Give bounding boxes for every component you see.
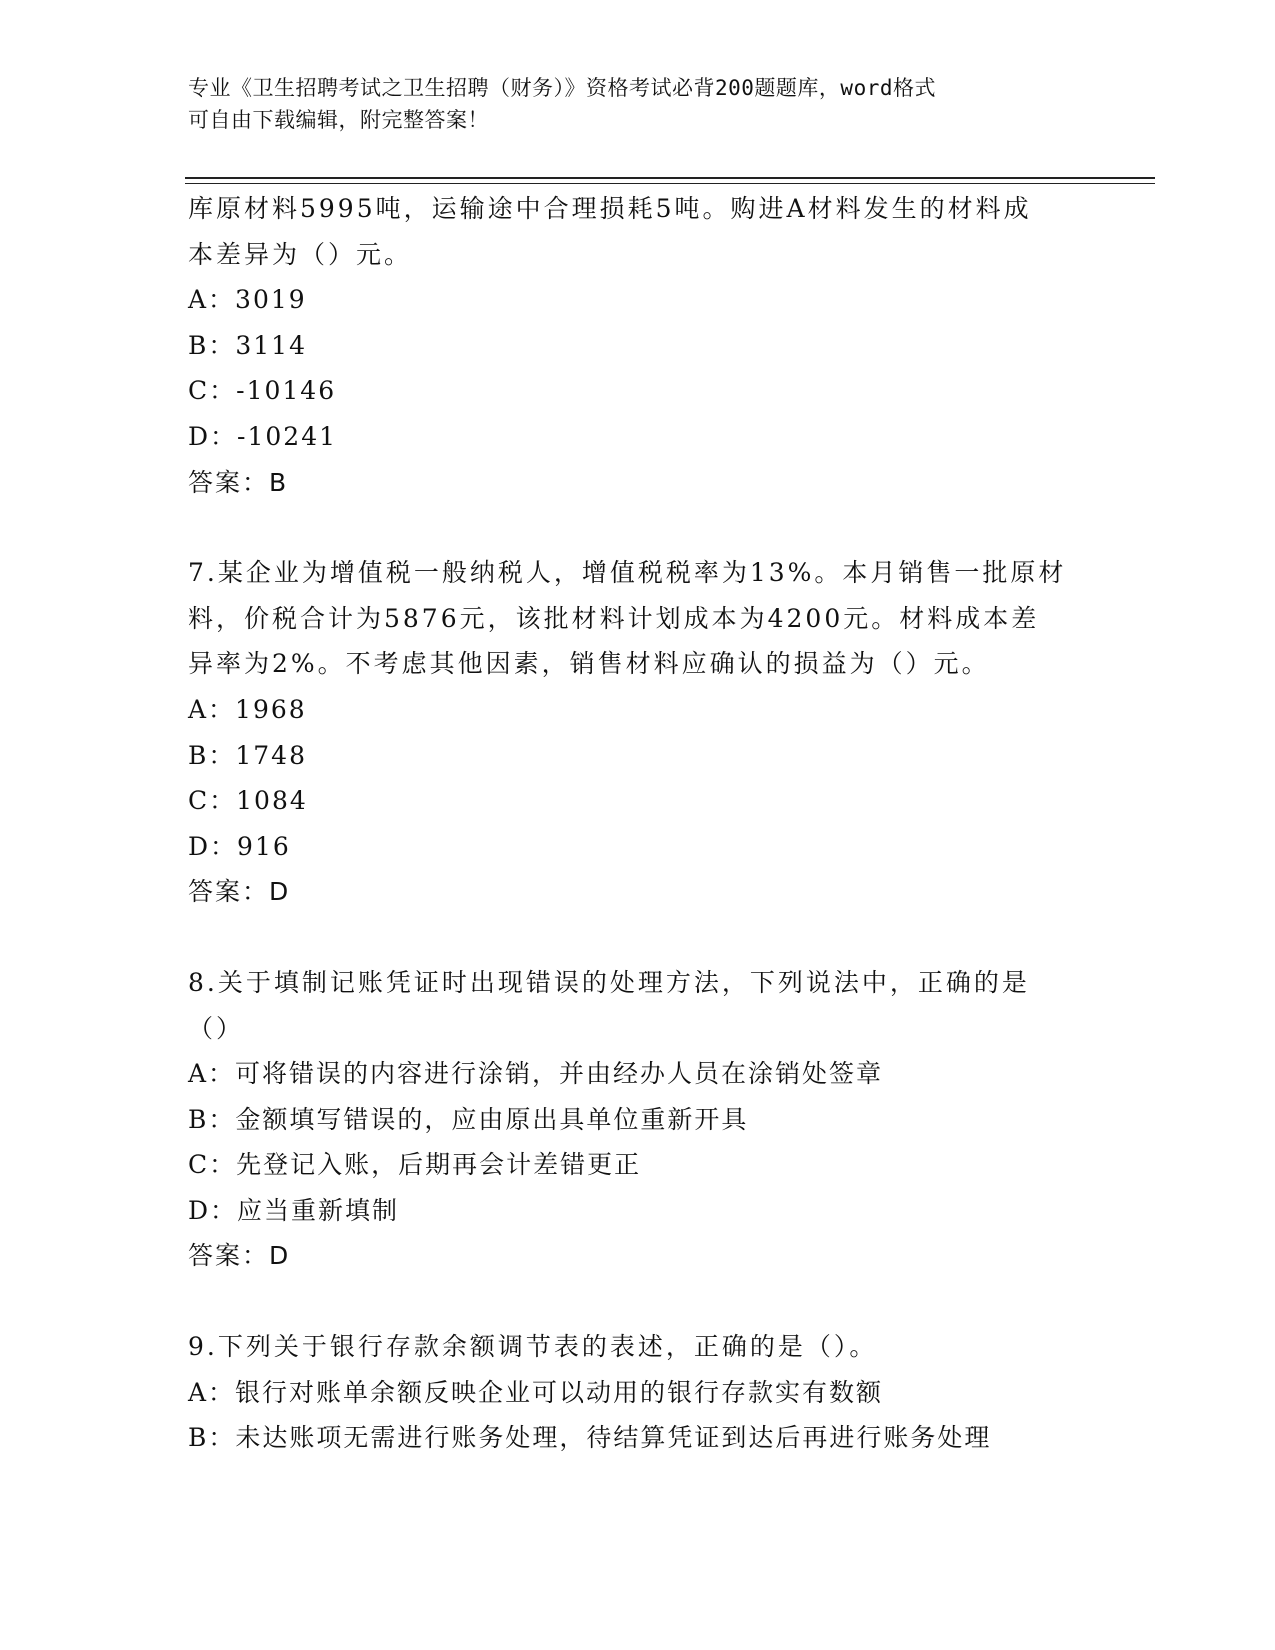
option-d: D：916 [188,831,291,861]
question-9 [188,1324,1088,1461]
option-b: B：金额填写错误的，应由原出具单位重新开具 [188,1104,749,1134]
option-d: D：-10241 [188,421,338,451]
question-text: （） [188,1013,245,1043]
header-rule-thick [185,177,1155,179]
question-7 [188,550,1088,915]
option-b: B：未达账项无需进行账务处理，待结算凭证到达后再进行账务处理 [188,1423,992,1453]
answer-line: 答案：B [188,467,289,497]
question-text: 料，价税合计为5876元，该批材料计划成本为4200元。材料成本差 [188,603,1040,633]
option-b: B：1748 [188,740,307,770]
option-a: A：3019 [188,285,307,315]
answer-line: 答案：D [188,1241,291,1271]
option-a: A：银行对账单余额反映企业可以动用的银行存款实有数额 [188,1377,884,1407]
header-rule-thin [185,183,1155,184]
option-d: D：应当重新填制 [188,1195,400,1225]
question-text: 8.关于填制记账凭证时出现错误的处理方法，下列说法中，正确的是 [188,967,1030,997]
question-text: 库原材料5995吨，运输途中合理损耗5吨。购进A材料发生的材料成 [188,194,1032,223]
question-list [188,186,1088,1461]
question-text: 异率为2%。不考虑其他因素，销售材料应确认的损益为（）元。 [188,649,990,679]
question-6 [188,186,1088,505]
question-8 [188,960,1088,1279]
document-header [188,72,1068,136]
header-line-1: 专业《卫生招聘考试之卫生招聘（财务）》资格考试必背200题题库，word格式 [188,76,936,100]
answer-line: 答案：D [188,877,291,907]
spacer [188,505,1088,550]
option-c: C：1084 [188,786,308,816]
question-text: 7.某企业为增值税一般纳税人，增值税税率为13%。本月销售一批原材 [188,558,1067,588]
spacer [188,915,1088,960]
question-text: 本差异为（）元。 [188,239,413,269]
option-c: C：先登记入账，后期再会计差错更正 [188,1150,642,1180]
option-c: C：-10146 [188,376,337,406]
option-a: A：可将错误的内容进行涂销，并由经办人员在涂销处签章 [188,1059,884,1089]
option-a: A：1968 [188,694,307,724]
option-b: B：3114 [188,330,307,360]
question-text: 9.下列关于银行存款余额调节表的表述，正确的是（）。 [188,1332,878,1362]
spacer [188,1279,1088,1324]
header-line-2: 可自由下载编辑，附完整答案！ [188,108,489,132]
